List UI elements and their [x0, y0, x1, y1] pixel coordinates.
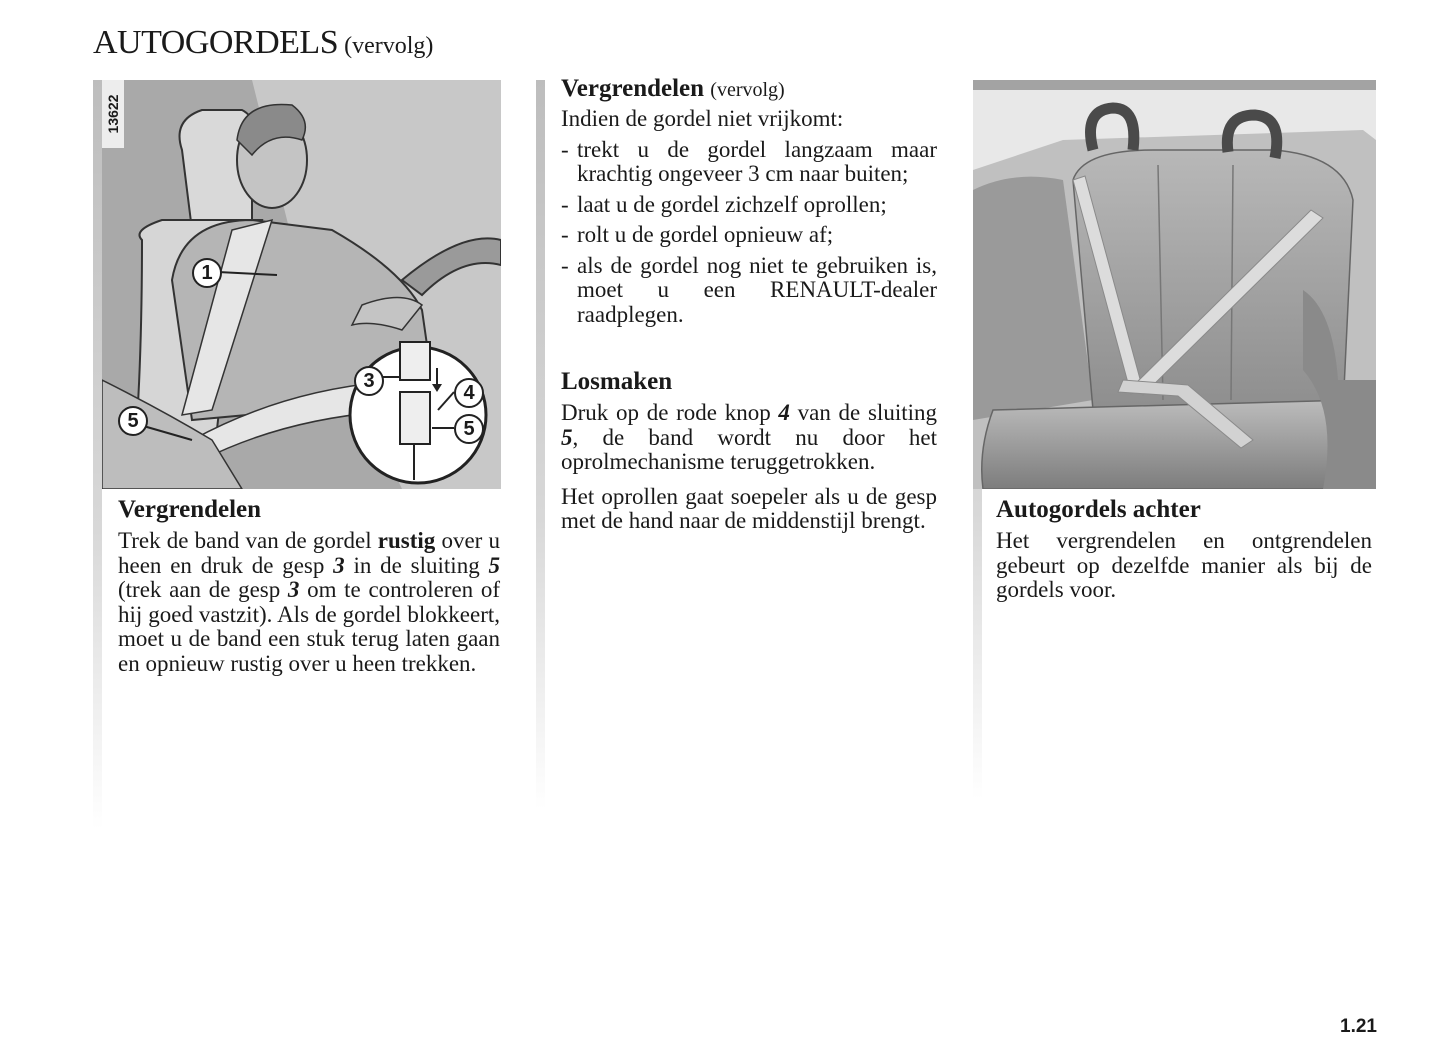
page-title [93, 24, 433, 62]
text-run: over u heen en druk de gesp [118, 528, 501, 578]
steps-list [561, 138, 937, 328]
column-bar-middle [536, 80, 545, 810]
page-title-subtitle: (vervolg) [344, 33, 434, 59]
text-run: Druk op de rode knop [561, 400, 779, 425]
callout-4 [454, 378, 484, 408]
text-run: om te controleren of hij goed vastzit). Als de gordel blokkeert, moet u de band een stuk terug laten gaan en opnieuw rustig over u heen trekken. [118, 577, 501, 676]
section-heading-vergrendelen-vervolg [561, 74, 937, 105]
list-item: - laat u de gordel zichzelf oprollen; [561, 193, 937, 218]
vergrendelen-paragraph [118, 529, 500, 676]
text-run: in de sluiting [344, 552, 489, 578]
rear-seatbelts-photo [973, 80, 1376, 489]
callout-3 [354, 366, 384, 396]
callout-3-label: 3 [363, 370, 375, 392]
middle-column-text [561, 74, 937, 534]
ref-number-5: 5 [561, 424, 573, 450]
ref-number-3: 3 [333, 552, 345, 578]
heading-sub: (vervolg) [710, 79, 785, 101]
callout-5 [118, 406, 148, 436]
list-item: - rolt u de gordel opnieuw af; [561, 223, 937, 248]
callout-1-label: 1 [201, 262, 213, 284]
text-run: (trek aan de gesp [118, 577, 288, 602]
page-number: 1.21 [1340, 1016, 1377, 1037]
column-bar-left [93, 80, 102, 830]
list-item: - als de gordel nog niet te gebruiken is, moet u een RENAULT-dealer raadplegen. [561, 254, 937, 328]
ref-number-4: 4 [778, 400, 790, 425]
callout-5-inset [454, 414, 484, 444]
oprollen-paragraph: Het oprollen gaat soepeler als u de gesp met de hand naar de middenstijl brengt. [561, 483, 937, 533]
callout-5-inset-label: 5 [463, 418, 475, 440]
page-title-main: AUTOGORDELS [93, 24, 339, 61]
right-column-text [996, 495, 1372, 603]
emphasis-rustig: rustig [377, 528, 436, 553]
callout-1 [192, 258, 222, 288]
list-item: - trekt u de gordel langzaam maar krachtig ongeveer 3 cm naar buiten; [561, 138, 937, 187]
heading-main: Vergrendelen [561, 75, 705, 102]
figure-id-label: 13622 [105, 94, 121, 134]
driver-seatbelt-illustration [102, 80, 501, 489]
rear-seat-drawing [973, 80, 1376, 489]
intro-text: Indien de gordel niet vrijkomt: [561, 106, 844, 131]
ref-number-3: 3 [287, 577, 300, 602]
text-run: , de band wordt nu door het oprolmechanisme teruggetrokken. [561, 424, 937, 474]
left-column-text [118, 495, 500, 676]
section-heading-autogordels-achter: Autogordels achter [996, 496, 1201, 523]
text-run: van de sluiting [789, 400, 937, 425]
ref-number-5: 5 [488, 552, 500, 578]
driver-seatbelt-drawing [102, 80, 501, 489]
autogordels-achter-paragraph: Het vergrendelen en ontgrendelen gebeurt op dezelfde manier als bij de gordels voor. [996, 528, 1372, 602]
text-run: Trek de band van de gordel [118, 528, 378, 553]
section-heading-vergrendelen: Vergrendelen [118, 496, 262, 523]
losmaken-paragraph [561, 401, 937, 475]
section-heading-losmaken: Losmaken [561, 368, 673, 395]
callout-5-label: 5 [127, 410, 139, 432]
callout-4-label: 4 [463, 382, 475, 404]
